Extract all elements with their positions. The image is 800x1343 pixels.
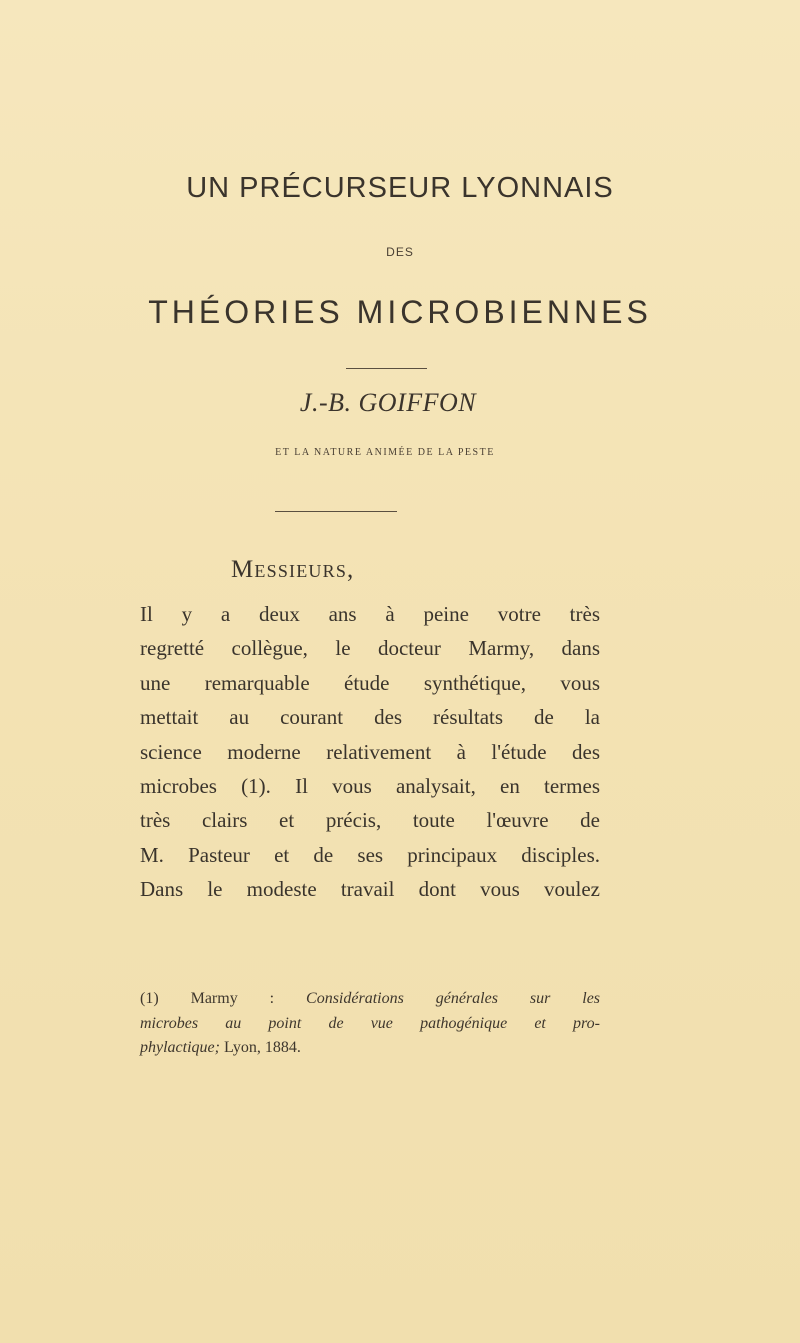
body-line: mettait au courant des résultats de la: [140, 705, 600, 730]
footnote-title-1: Considérations générales sur les: [306, 990, 601, 1007]
footnote-author: Marmy :: [190, 990, 275, 1007]
body-line: très clairs et précis, toute l'œuvre de: [140, 808, 600, 833]
footnote-marker: (1): [140, 990, 159, 1007]
body-line: science moderne relativement à l'étude des: [140, 739, 600, 764]
body-line: regretté collègue, le docteur Marmy, dans: [140, 636, 600, 661]
body-line: une remarquable étude synthétique, vous: [140, 670, 600, 695]
salutation: Messieurs,: [231, 556, 355, 583]
body-line: Dans le modeste travail dont vous voulez: [140, 877, 600, 902]
author-subtitle: ET LA NATURE ANIMÉE DE LA PESTE: [275, 447, 495, 458]
footnote: [140, 987, 600, 1061]
author-name: J.-B. GOIFFON: [299, 388, 477, 417]
title-line-2: THÉORIES MICROBIENNES: [148, 294, 652, 330]
divider-rule-bottom: [275, 511, 397, 512]
footnote-publication: Lyon, 1884.: [223, 1039, 301, 1056]
body-paragraph: [140, 597, 600, 907]
divider-rule-top: [346, 368, 427, 369]
footnote-title-2: microbes au point de vue pathogénique et pro-: [140, 1014, 600, 1032]
footnote-title-3: phylactique;: [140, 1039, 220, 1056]
body-line: Il y a deux ans à peine votre très: [140, 602, 600, 626]
title-line-1: UN PRÉCURSEUR LYONNAIS: [186, 172, 614, 204]
body-line: M. Pasteur et de ses principaux disciples.: [140, 842, 600, 867]
title-connector: DES: [386, 245, 414, 259]
body-line: microbes (1). Il vous analysait, en termes: [140, 774, 600, 799]
